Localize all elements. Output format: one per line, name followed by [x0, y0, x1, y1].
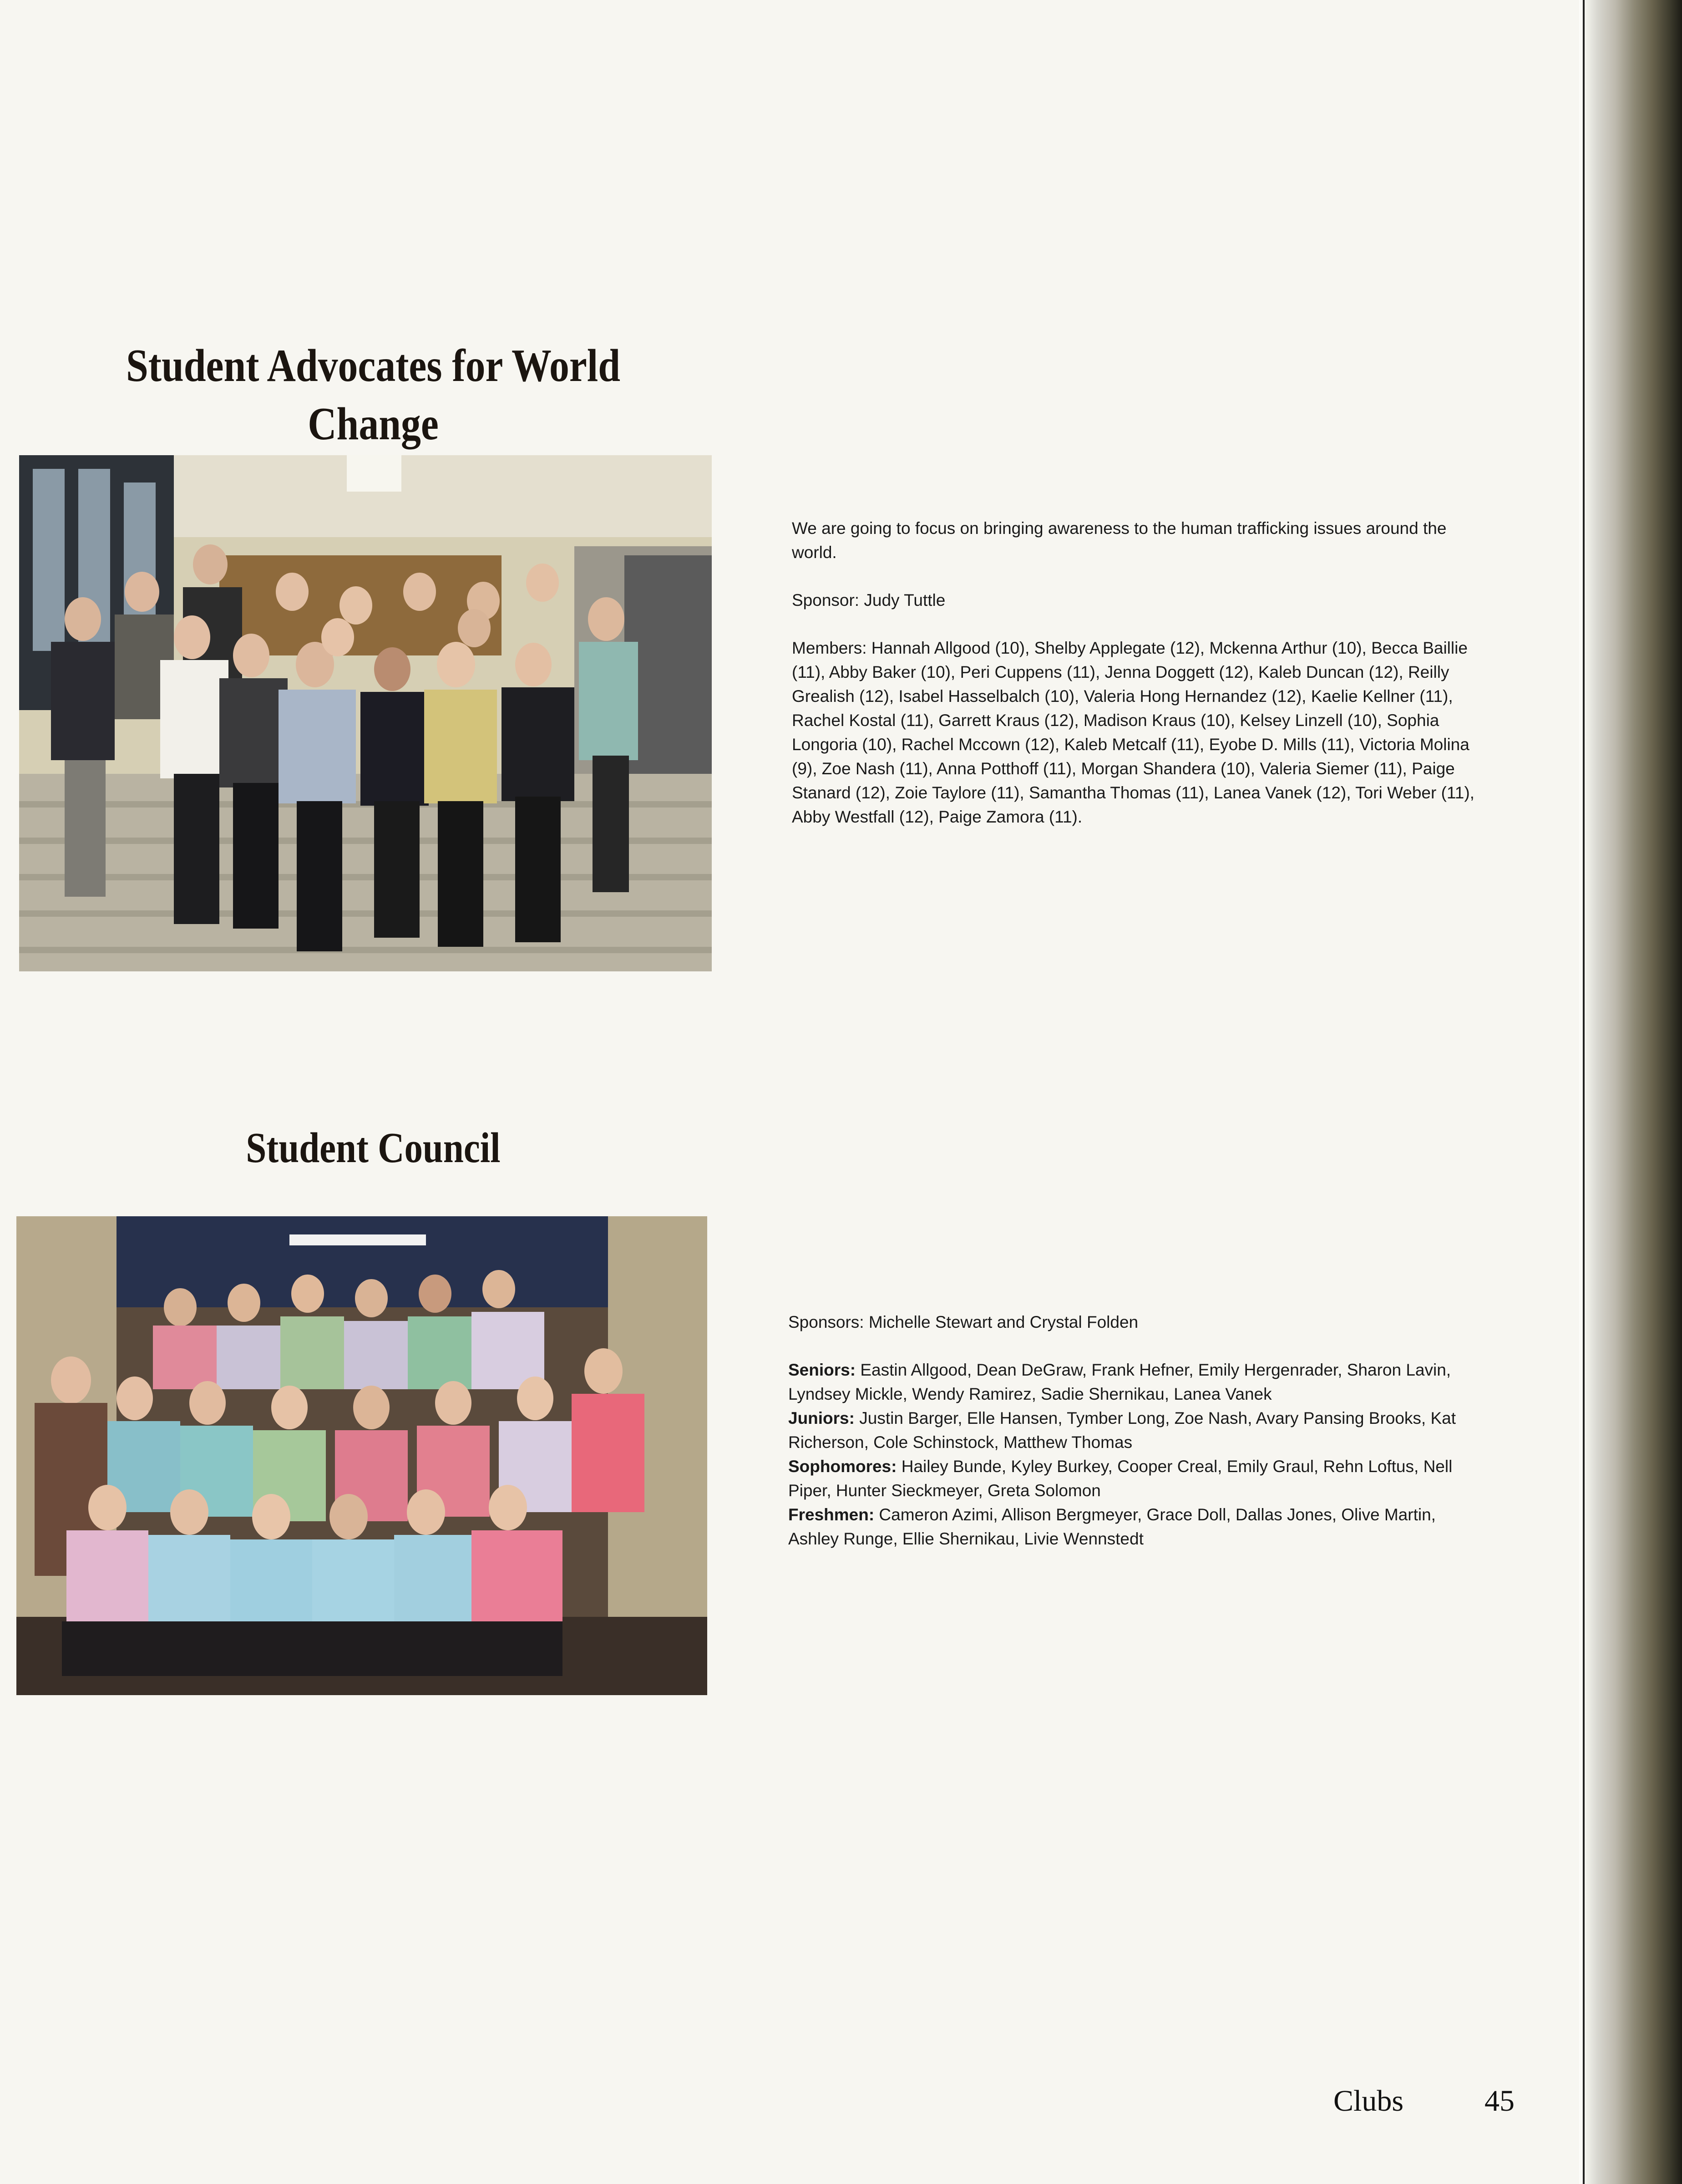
footer-section-label: Clubs — [1333, 2084, 1404, 2118]
sawc-text — [792, 516, 1484, 853]
sawc-heading-line1: Student Advocates for World Change — [126, 340, 621, 450]
stuco-freshmen — [788, 1503, 1484, 1551]
sawc-description: We are going to focus on bringing awareness to the human trafficking issues around the world. — [792, 519, 1447, 562]
stuco-sponsors: Sponsors: Michelle Stewart and Crystal Folden — [788, 1313, 1139, 1331]
stuco-seniors-label: Seniors: — [788, 1361, 856, 1379]
page-edge-line — [1583, 0, 1585, 2184]
sawc-members: Members: Hannah Allgood (10), Shelby Applegate (12), Mckenna Arthur (10), Becca Baillie (11), Abby Baker (10), Peri Cuppens (11), Jenna Doggett (12), Kaleb Duncan (12), Reilly Grealish (12), Isabel Hasselbalch (10), Valeria Hong Hernandez (12), Kaelie Kellner (11), Rachel Kostal (11), Garrett Kraus (12), Madison Kraus (10), Kelsey Linzell (10), Sophia Longoria (10), Rachel Mccown (12), Kaleb Metcalf (11), Eyobe D. Mills (11), Victoria Molina (9), Zoe Nash (11), Anna Potthoff (11), Morgan Shandera (10), Valeria Siemer (11), Paige Stanard (12), Zoie Taylore (11), Samantha Thomas (11), Lanea Vanek (12), Tori Weber (11), Abby Westfall (12), Paige Zamora (11). — [792, 639, 1474, 826]
stuco-photo-scene — [16, 1216, 707, 1695]
stuco-freshmen-label: Freshmen: — [788, 1505, 875, 1524]
stuco-freshmen-names: Cameron Azimi, Allison Bergmeyer, Grace Doll, Dallas Jones, Olive Martin, Ashley Runge, Ellie Shernikau, Livie Wennstedt — [788, 1505, 1436, 1548]
stuco-sophomores-names: Hailey Bunde, Kyley Burkey, Cooper Creal, Emily Graul, Rehn Loftus, Nell Piper, Hunter Sieckmeyer, Greta Solomon — [788, 1457, 1453, 1500]
student-council-heading: Student Council — [246, 1124, 501, 1172]
book-page-edge — [1579, 0, 1682, 2184]
stuco-juniors — [788, 1406, 1484, 1454]
stuco-juniors-names: Justin Barger, Elle Hansen, Tymber Long, Zoe Nash, Avary Pansing Brooks, Kat Richerson, Cole Schinstock, Matthew Thomas — [788, 1409, 1456, 1452]
stuco-seniors — [788, 1358, 1484, 1406]
page-number: 45 — [1484, 2084, 1515, 2118]
student-council-text — [788, 1310, 1484, 1551]
stuco-seniors-names: Eastin Allgood, Dean DeGraw, Frank Hefner, Emily Hergenrader, Sharon Lavin, Lyndsey Mickle, Wendy Ramirez, Sadie Shernikau, Lanea Vanek — [788, 1361, 1451, 1403]
sawc-photo-scene — [19, 455, 712, 971]
student-council-group-photo — [16, 1216, 707, 1695]
sawc-sponsor: Sponsor: Judy Tuttle — [792, 591, 946, 609]
sawc-group-photo — [19, 455, 712, 971]
stuco-sophomores-label: Sophomores: — [788, 1457, 897, 1476]
stuco-sophomores — [788, 1454, 1484, 1503]
stuco-juniors-label: Juniors: — [788, 1409, 855, 1427]
